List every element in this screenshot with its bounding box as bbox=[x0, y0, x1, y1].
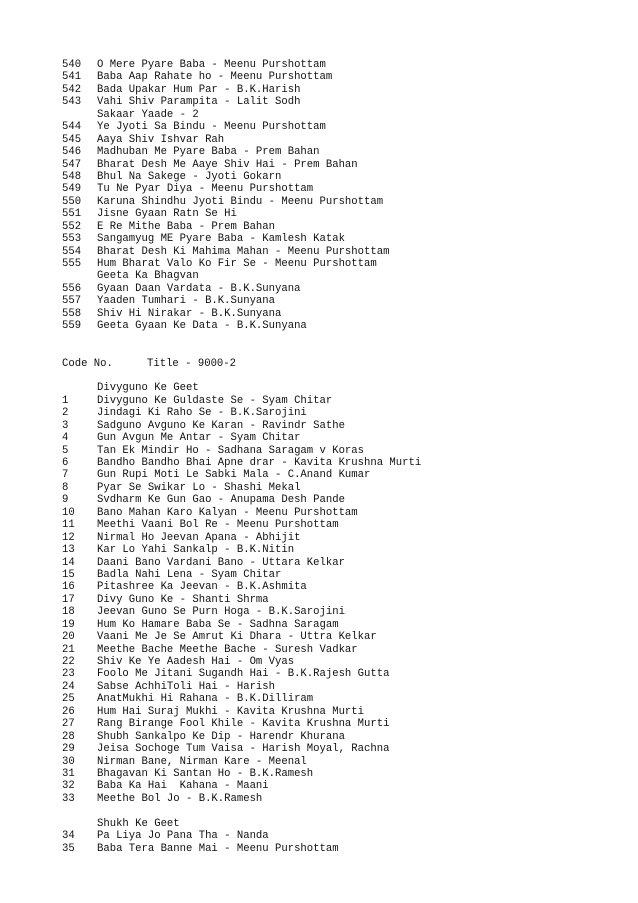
list-item bbox=[62, 407, 622, 419]
code-number: 9 bbox=[62, 494, 69, 507]
code-number bbox=[62, 109, 97, 121]
song-title: Vaani Me Je Se Amrut Ki Dhara - Uttra Kelkar bbox=[97, 631, 377, 644]
song-title: Bharat Desh Me Aaye Shiv Hai - Prem Bahan bbox=[97, 158, 358, 171]
code-number: 557 bbox=[62, 295, 82, 308]
code-number: 540 bbox=[62, 59, 82, 71]
list-header bbox=[62, 358, 622, 370]
code-number bbox=[62, 270, 97, 282]
song-title: Nirmal Ho Jeevan Apana - Abhijit bbox=[97, 531, 301, 544]
list-item bbox=[62, 283, 622, 295]
code-number: 24 bbox=[62, 680, 75, 693]
song-title: Bada Upakar Hum Par - B.K.Harish bbox=[97, 83, 301, 96]
list-item bbox=[62, 606, 622, 618]
song-title: Daani Bano Vardani Bano - Uttara Kelkar bbox=[97, 556, 345, 569]
list-item bbox=[62, 208, 622, 220]
code-number: 551 bbox=[62, 208, 82, 221]
code-number: 545 bbox=[62, 133, 82, 146]
list-item bbox=[62, 221, 622, 233]
code-number: 30 bbox=[62, 755, 75, 768]
song-title: Nirman Bane, Nirman Kare - Meenal bbox=[97, 755, 307, 768]
list-item bbox=[62, 644, 622, 656]
list-item bbox=[62, 581, 622, 593]
song-title: Jeisa Sochoge Tum Vaisa - Harish Moyal, Rachna bbox=[97, 743, 390, 756]
song-title: Rang Birange Fool Khile - Kavita Krushna Murti bbox=[97, 718, 390, 731]
code-number: 19 bbox=[62, 618, 75, 631]
list-item bbox=[62, 457, 622, 469]
code-number: 1 bbox=[62, 394, 69, 407]
song-title: Shiv Ke Ye Aadesh Hai - Om Vyas bbox=[97, 656, 295, 669]
code-no-header: Code No. bbox=[62, 357, 113, 370]
song-list bbox=[62, 59, 622, 855]
song-title: Foolo Me Jitani Sugandh Hai - B.K.Rajesh Gutta bbox=[97, 668, 390, 681]
code-number: 542 bbox=[62, 83, 82, 96]
code-number: 28 bbox=[62, 730, 75, 743]
section-gap bbox=[62, 805, 622, 817]
code-number: 12 bbox=[62, 531, 75, 544]
list-item bbox=[62, 432, 622, 444]
list-item bbox=[62, 196, 622, 208]
section-shukh bbox=[62, 830, 622, 855]
code-number: 33 bbox=[62, 792, 75, 805]
song-title: Vahi Shiv Parampita - Lalit Sodh bbox=[97, 96, 301, 109]
shukh-heading: Shukh Ke Geet bbox=[97, 817, 180, 830]
song-title: Hum Ko Hamare Baba Se - Sadhna Saragam bbox=[97, 618, 339, 631]
code-number: 8 bbox=[62, 481, 69, 494]
code-number: 558 bbox=[62, 307, 82, 320]
list-item bbox=[62, 668, 622, 680]
code-number: 23 bbox=[62, 668, 75, 681]
list-item bbox=[62, 308, 622, 320]
code-number: 3 bbox=[62, 419, 69, 432]
list-item bbox=[62, 84, 622, 96]
code-number: 546 bbox=[62, 146, 82, 159]
list-item bbox=[62, 544, 622, 556]
code-number: 554 bbox=[62, 245, 82, 258]
code-number: 27 bbox=[62, 718, 75, 731]
list-item bbox=[62, 246, 622, 258]
code-number: 31 bbox=[62, 767, 75, 780]
code-number: 555 bbox=[62, 258, 82, 270]
section-divyguno bbox=[62, 395, 622, 805]
song-title: Shiv Hi Nirakar - B.K.Sunyana bbox=[97, 307, 282, 320]
song-title: Pitashree Ka Jeevan - B.K.Ashmita bbox=[97, 581, 307, 594]
song-title: Bhagavan Ki Santan Ho - B.K.Ramesh bbox=[97, 767, 314, 780]
list-item bbox=[62, 731, 622, 743]
song-title: Gun Rupi Moti Le Sabki Mala - C.Anand Kumar bbox=[97, 469, 371, 482]
song-title: Baba Ka Hai Kahana - Maani bbox=[97, 780, 269, 793]
list-item bbox=[62, 756, 622, 768]
song-title: Bharat Desh Ki Mahima Mahan - Meenu Purshottam bbox=[97, 245, 390, 258]
code-number: 541 bbox=[62, 71, 82, 84]
list-item bbox=[62, 159, 622, 171]
divyguno-heading: Divyguno Ke Geet bbox=[97, 382, 199, 395]
code-number: 550 bbox=[62, 195, 82, 208]
song-title: AnatMukhi Hi Rahana - B.K.Dilliram bbox=[97, 693, 314, 706]
song-title: Gun Avgun Me Antar - Syam Chitar bbox=[97, 432, 301, 445]
code-number: 6 bbox=[62, 457, 69, 470]
song-title: E Re Mithe Baba - Prem Bahan bbox=[97, 220, 276, 233]
code-number: 14 bbox=[62, 556, 75, 569]
song-title: Madhuban Me Pyare Baba - Prem Bahan bbox=[97, 146, 320, 159]
code-number: 34 bbox=[62, 830, 75, 843]
code-number: 547 bbox=[62, 158, 82, 171]
song-title: Bano Mahan Karo Kalyan - Meenu Purshottam bbox=[97, 506, 358, 519]
section-gap bbox=[62, 370, 622, 382]
list-item bbox=[62, 96, 622, 108]
list-item bbox=[62, 270, 622, 282]
list-item bbox=[62, 569, 622, 581]
code-number: 553 bbox=[62, 233, 82, 246]
code-number: 25 bbox=[62, 693, 75, 706]
list-item bbox=[62, 532, 622, 544]
list-item bbox=[62, 183, 622, 195]
code-number: 17 bbox=[62, 593, 75, 606]
list-item bbox=[62, 780, 622, 792]
code-number: 552 bbox=[62, 220, 82, 233]
code-number: 21 bbox=[62, 643, 75, 656]
song-title: Hum Hai Suraj Mukhi - Kavita Krushna Murti bbox=[97, 705, 365, 718]
song-title: Kar Lo Yahi Sankalp - B.K.Nitin bbox=[97, 544, 295, 557]
list-item bbox=[62, 631, 622, 643]
song-title: Pyar Se Swikar Lo - Shashi Mekal bbox=[97, 481, 301, 494]
list-item bbox=[62, 146, 622, 158]
code-number: 543 bbox=[62, 96, 82, 109]
list-item bbox=[62, 830, 622, 842]
code-number: 20 bbox=[62, 631, 75, 644]
list-item bbox=[62, 519, 622, 531]
song-title: Aaya Shiv Ishvar Rah bbox=[97, 133, 225, 146]
code-number: 5 bbox=[62, 444, 69, 457]
list-item bbox=[62, 594, 622, 606]
list-item bbox=[62, 843, 622, 855]
song-title: O Mere Pyare Baba - Meenu Purshottam bbox=[97, 59, 326, 71]
list-item bbox=[62, 59, 622, 71]
song-title: Jindagi Ki Raho Se - B.K.Sarojini bbox=[97, 407, 307, 420]
list-item bbox=[62, 295, 622, 307]
song-title: Geeta Ka Bhagvan bbox=[97, 270, 199, 283]
song-title: Meethi Vaani Bol Re - Meenu Purshottam bbox=[97, 519, 339, 532]
song-title: Shubh Sankalpo Ke Dip - Harendr Khurana bbox=[97, 730, 345, 743]
song-title: Gyaan Daan Vardata - B.K.Sunyana bbox=[97, 282, 301, 295]
song-title: Bhul Na Sakege - Jyoti Gokarn bbox=[97, 170, 282, 183]
code-number: 7 bbox=[62, 469, 69, 482]
song-title: Hum Bharat Valo Ko Fir Se - Meenu Purshottam bbox=[97, 258, 377, 270]
list-item bbox=[62, 171, 622, 183]
list-item bbox=[62, 395, 622, 407]
section-heading bbox=[62, 382, 622, 394]
code-number: 544 bbox=[62, 121, 82, 134]
list-item bbox=[62, 445, 622, 457]
song-title: Baba Tera Banne Mai - Meenu Purshottam bbox=[97, 842, 339, 855]
list-item bbox=[62, 109, 622, 121]
song-title: Svdharm Ke Gun Gao - Anupama Desh Pande bbox=[97, 494, 345, 507]
code-number: 32 bbox=[62, 780, 75, 793]
section-540-559 bbox=[62, 59, 622, 333]
list-item bbox=[62, 681, 622, 693]
code-number: 26 bbox=[62, 705, 75, 718]
code-number: 29 bbox=[62, 743, 75, 756]
song-title: Yaaden Tumhari - B.K.Sunyana bbox=[97, 295, 276, 308]
code-number: 556 bbox=[62, 282, 82, 295]
list-item bbox=[62, 121, 622, 133]
song-title: Divyguno Ke Guldaste Se - Syam Chitar bbox=[97, 394, 333, 407]
code-number: 549 bbox=[62, 183, 82, 196]
song-title: Jeevan Guno Se Purn Hoga - B.K.Sarojini bbox=[97, 606, 345, 619]
list-item bbox=[62, 768, 622, 780]
song-title: Sabse AchhiToli Hai - Harish bbox=[97, 680, 276, 693]
code-number: 15 bbox=[62, 568, 75, 581]
list-item bbox=[62, 482, 622, 494]
song-title: Pa Liya Jo Pana Tha - Nanda bbox=[97, 830, 269, 843]
list-item bbox=[62, 656, 622, 668]
code-number: 35 bbox=[62, 842, 75, 855]
list-item bbox=[62, 420, 622, 432]
title-header: Title - 9000-2 bbox=[147, 357, 237, 370]
song-title: Bandho Bandho Bhai Apne drar - Kavita Krushna Murti bbox=[97, 457, 422, 470]
list-item bbox=[62, 718, 622, 730]
code-number: 11 bbox=[62, 519, 75, 532]
list-item bbox=[62, 233, 622, 245]
code-number: 16 bbox=[62, 581, 75, 594]
code-number: 18 bbox=[62, 606, 75, 619]
song-title: Sangamyug ME Pyare Baba - Kamlesh Katak bbox=[97, 233, 345, 246]
song-title: Meethe Bol Jo - B.K.Ramesh bbox=[97, 792, 263, 805]
song-title: Ye Jyoti Sa Bindu - Meenu Purshottam bbox=[97, 121, 326, 134]
song-title: Divy Guno Ke - Shanti Shrma bbox=[97, 593, 269, 606]
list-item bbox=[62, 507, 622, 519]
song-title: Karuna Shindhu Jyoti Bindu - Meenu Purshottam bbox=[97, 195, 384, 208]
song-title: Sakaar Yaade - 2 bbox=[97, 108, 199, 121]
code-number: 4 bbox=[62, 432, 69, 445]
song-title: Jisne Gyaan Ratn Se Hi bbox=[97, 208, 237, 221]
list-item bbox=[62, 793, 622, 805]
section-gap bbox=[62, 333, 622, 358]
list-item bbox=[62, 134, 622, 146]
code-number: 2 bbox=[62, 407, 69, 420]
code-number: 13 bbox=[62, 544, 75, 557]
song-title: Meethe Bache Meethe Bache - Suresh Vadkar bbox=[97, 643, 358, 656]
song-title: Geeta Gyaan Ke Data - B.K.Sunyana bbox=[97, 320, 307, 333]
code-number: 22 bbox=[62, 656, 75, 669]
list-item bbox=[62, 557, 622, 569]
song-title: Tan Ek Mindir Ho - Sadhana Saragam v Koras bbox=[97, 444, 365, 457]
section-heading bbox=[62, 818, 622, 830]
song-title: Tu Ne Pyar Diya - Meenu Purshottam bbox=[97, 183, 314, 196]
code-number: 559 bbox=[62, 320, 82, 333]
code-number: 10 bbox=[62, 506, 75, 519]
code-number: 548 bbox=[62, 170, 82, 183]
list-item bbox=[62, 71, 622, 83]
song-title: Baba Aap Rahate ho - Meenu Purshottam bbox=[97, 71, 333, 84]
song-title: Badla Nahi Lena - Syam Chitar bbox=[97, 568, 282, 581]
list-item bbox=[62, 494, 622, 506]
list-item bbox=[62, 743, 622, 755]
list-item bbox=[62, 258, 622, 270]
list-item bbox=[62, 706, 622, 718]
song-title: Sadguno Avguno Ke Karan - Ravindr Sathe bbox=[97, 419, 345, 432]
list-item bbox=[62, 693, 622, 705]
list-item bbox=[62, 469, 622, 481]
list-item bbox=[62, 320, 622, 332]
list-item bbox=[62, 619, 622, 631]
